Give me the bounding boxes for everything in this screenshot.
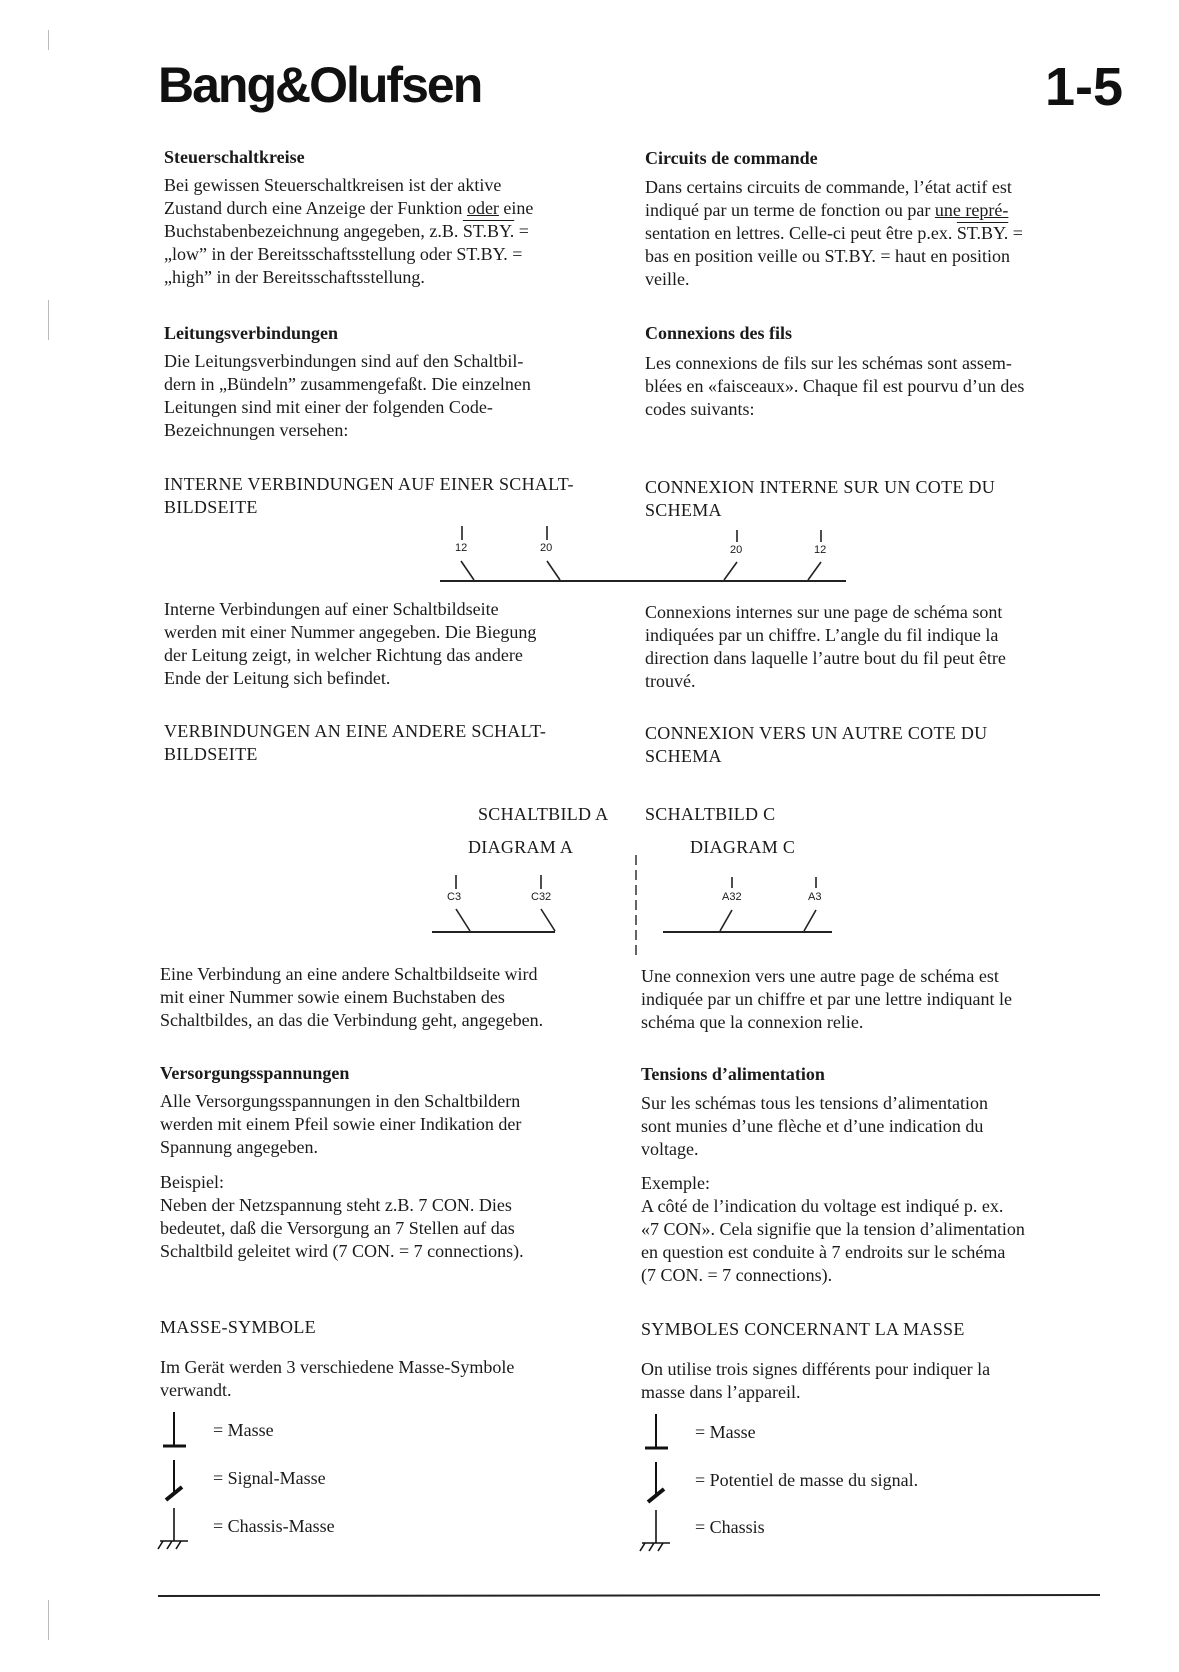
text-line: A côté de l’indication du voltage est indiqué p. ex.: [641, 1196, 1004, 1216]
text-line: sont munies d’une flèche et d’une indication du: [641, 1116, 984, 1136]
text-line: direction dans laquelle l’autre bout du fil peut être: [645, 648, 1006, 668]
fr-heading-ground-symbols: SYMBOLES CONCERNANT LA MASSE: [641, 1319, 965, 1339]
text-line: „high” in der Bereitsschaftsstellung.: [164, 267, 425, 287]
fr-paragraph-internal-connections: [645, 601, 1115, 693]
fr-heading-internal-connections: [645, 476, 995, 522]
diagram1-label: 20: [540, 542, 553, 554]
text-line: verwandt.: [160, 1380, 232, 1400]
diagram2-wire: [456, 909, 470, 931]
text-line: Les connexions de fils sur les schémas sont assem-: [645, 353, 1012, 373]
text-line: Neben der Netzspannung steht z.B. 7 CON. Dies: [160, 1195, 512, 1215]
ground-icon: [645, 1414, 668, 1448]
de-paragraph-example: [160, 1171, 620, 1263]
fr-signal-ground-label: = Potentiel de masse du signal.: [695, 1470, 919, 1490]
scan-edge-mark: [48, 1600, 49, 1640]
text-line: Beispiel:: [160, 1172, 224, 1192]
text-line: Leitungen sind mit einer der folgenden Code-: [164, 397, 493, 417]
diagram1-wire: [724, 562, 737, 580]
text-line: Alle Versorgungsspannungen in den Schaltbildern: [160, 1091, 521, 1111]
de-ground-symbols: [158, 1412, 188, 1549]
diagram1-wire: [547, 561, 560, 580]
diagram1-label: 12: [814, 544, 827, 556]
text-line: masse dans l’appareil.: [641, 1382, 801, 1402]
diagram1-wire: [461, 561, 474, 580]
text-line: Spannung angegeben.: [160, 1137, 318, 1157]
text-line: veille.: [645, 269, 690, 289]
de-paragraph-internal-connections: [164, 598, 624, 690]
diagram2-label: C3: [447, 891, 462, 903]
text-line: blées en «faisceaux». Chaque fil est pourvu d’un des: [645, 376, 1025, 396]
chassis-ground-icon: [158, 1508, 188, 1549]
fr-paragraph-supply-voltages: [641, 1092, 1111, 1161]
scan-edge-mark: [48, 30, 49, 50]
text-line: schéma que la connexion relie.: [641, 1012, 864, 1032]
chassis-ground-icon: [640, 1510, 670, 1551]
diagram2-title-left: SCHALTBILD A: [478, 804, 609, 824]
diagram2-external-connections: [432, 855, 832, 958]
fr-heading-external-connections: [645, 722, 987, 768]
text-line: trouvé.: [645, 671, 696, 691]
text-line: (7 CON. = 7 connections).: [641, 1265, 833, 1285]
text-line: Bei gewissen Steuerschaltkreisen ist der aktive: [164, 175, 502, 195]
signal-ground-icon: [166, 1460, 182, 1500]
text-line: Ende der Leitung sich befindet.: [164, 668, 391, 688]
ground-icon: [163, 1412, 186, 1446]
text-line: werden mit einem Pfeil sowie einer Indikation der: [160, 1114, 522, 1134]
text-line: Exemple:: [641, 1173, 710, 1193]
text-line: Eine Verbindung an eine andere Schaltbildseite wird: [160, 964, 538, 984]
text-line: indiqué par un terme de fonction ou par une repré-: [645, 200, 1009, 220]
de-paragraph-ground-symbols: [160, 1356, 620, 1402]
text-line: CONNEXION VERS UN AUTRE COTE DU: [645, 723, 988, 743]
text-line: Im Gerät werden 3 verschiedene Masse-Symbole: [160, 1357, 515, 1377]
text-line: INTERNE VERBINDUNGEN AUF EINER SCHALT-: [164, 474, 574, 494]
text-line: Sur les schémas tous les tensions d’alimentation: [641, 1093, 988, 1113]
de-paragraph-external-connections: [160, 963, 630, 1032]
fr-ground-symbols: [640, 1414, 670, 1551]
text-line: Dans certains circuits de commande, l’état actif est: [645, 177, 1012, 197]
text-line: dern in „Bündeln” zusammengefaßt. Die einzelnen: [164, 374, 531, 394]
signal-ground-icon: [648, 1462, 664, 1502]
de-chassis-ground-label: = Chassis-Masse: [213, 1516, 335, 1536]
fr-paragraph-ground-symbols: [641, 1358, 1111, 1404]
text-line: Bezeichnungen versehen:: [164, 420, 349, 440]
diagram2-wire: [804, 910, 816, 931]
diagram1-label: 12: [455, 542, 468, 554]
diagram2-label: A32: [722, 891, 742, 903]
diagram2-subtitle-left: DIAGRAM A: [468, 837, 574, 857]
fr-paragraph-wire-connections: [645, 352, 1115, 421]
text-line: codes suivants:: [645, 399, 755, 419]
de-heading-ground-symbols: MASSE-SYMBOLE: [160, 1317, 316, 1337]
text-line: sentation en lettres. Celle-ci peut être p.ex. ST.BY. =: [645, 223, 1023, 243]
text-line: BILDSEITE: [164, 497, 258, 517]
de-paragraph-supply-voltages: [160, 1090, 620, 1159]
de-heading-internal-connections: [164, 473, 574, 519]
text-line: bas en position veille ou ST.BY. = haut en position: [645, 246, 1010, 266]
de-paragraph-control-circuits: [164, 174, 624, 289]
fr-paragraph-control-circuits: [645, 176, 1115, 291]
diagram2-subtitle-right: DIAGRAM C: [690, 837, 796, 857]
fr-section-title-control-circuits: Circuits de commande: [645, 148, 818, 168]
diagram2-wire: [541, 909, 555, 931]
de-section-title-wire-connections: Leitungsverbindungen: [164, 323, 339, 343]
text-line: SCHEMA: [645, 746, 722, 766]
diagram1-internal-connections: [440, 526, 846, 581]
text-line: CONNEXION INTERNE SUR UN COTE DU: [645, 477, 996, 497]
text-line: „low” in der Bereitsschaftsstellung oder ST.BY. =: [164, 244, 523, 264]
text-line: Schaltbildes, an das die Verbindung geht, angegeben.: [160, 1010, 544, 1030]
text-line: en question est conduite à 7 endroits sur le schéma: [641, 1242, 1006, 1262]
text-line: Connexions internes sur une page de schéma sont: [645, 602, 1003, 622]
text-line: Une connexion vers une autre page de schéma est: [641, 966, 999, 986]
diagram1-label: 20: [730, 544, 743, 556]
diagram2-wire: [720, 910, 732, 931]
text-line: voltage.: [641, 1139, 699, 1159]
text-line: VERBINDUNGEN AN EINE ANDERE SCHALT-: [164, 721, 547, 741]
text-line: «7 CON». Cela signifie que la tension d’alimentation: [641, 1219, 1025, 1239]
page-number: 1-5: [1044, 57, 1123, 117]
de-ground-label: = Masse: [213, 1420, 274, 1440]
diagram2-title-right: SCHALTBILD C: [645, 804, 776, 824]
fr-paragraph-external-connections: [641, 965, 1121, 1034]
text-line: Zustand durch eine Anzeige der Funktion oder eine: [164, 198, 534, 218]
text-line: bedeutet, daß die Versorgung an 7 Stellen auf das: [160, 1218, 515, 1238]
text-line: Buchstabenbezeichnung angegeben, z.B. ST.BY. =: [164, 221, 529, 241]
diagram2-label: A3: [808, 891, 822, 903]
text-line: der Leitung zeigt, in welcher Richtung das andere: [164, 645, 523, 665]
de-section-title-control-circuits: Steuerschaltkreise: [164, 147, 305, 167]
text-line: Interne Verbindungen auf einer Schaltbildseite: [164, 599, 499, 619]
de-paragraph-wire-connections: [164, 350, 624, 442]
brand-logo: Bang&Olufsen: [158, 57, 482, 113]
footer-rule: [158, 1595, 1100, 1596]
diagram1-wire: [808, 562, 821, 580]
text-line: On utilise trois signes différents pour indiquer la: [641, 1359, 991, 1379]
text-line: BILDSEITE: [164, 744, 258, 764]
diagram2-label: C32: [531, 891, 552, 903]
text-line: indiquées par un chiffre. L’angle du fil indique la: [645, 625, 999, 645]
de-heading-external-connections: [164, 720, 546, 766]
fr-section-title-wire-connections: Connexions des fils: [645, 323, 793, 343]
de-signal-ground-label: = Signal-Masse: [213, 1468, 326, 1488]
text-line: werden mit einer Nummer angegeben. Die Biegung: [164, 622, 537, 642]
fr-chassis-ground-label: = Chassis: [695, 1517, 765, 1537]
fr-ground-label: = Masse: [695, 1422, 756, 1442]
de-section-title-supply-voltages: Versorgungsspannungen: [160, 1063, 350, 1083]
scan-edge-mark: [48, 300, 49, 340]
text-line: indiquée par un chiffre et par une lettre indiquant le: [641, 989, 1013, 1009]
text-line: Schaltbild geleitet wird (7 CON. = 7 connections).: [160, 1241, 524, 1261]
text-line: Die Leitungsverbindungen sind auf den Schaltbil-: [164, 351, 524, 371]
text-line: mit einer Nummer sowie einem Buchstaben des: [160, 987, 505, 1007]
fr-paragraph-example: [641, 1172, 1111, 1287]
text-line: SCHEMA: [645, 500, 722, 520]
fr-section-title-supply-voltages: Tensions d’alimentation: [641, 1064, 825, 1084]
